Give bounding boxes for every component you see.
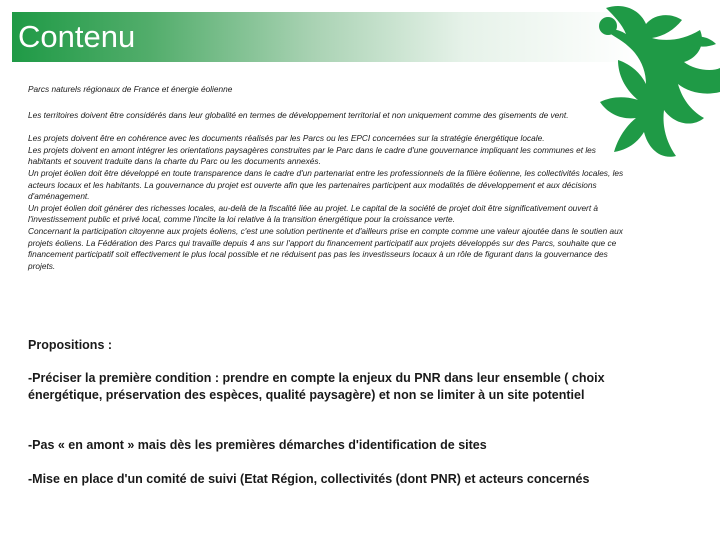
slide-title: Contenu: [18, 19, 136, 54]
body-paragraph-line: Un projet éolien doit générer des richesses locales, au-delà de la fiscalité liée au projet. Le capital de la société de projet doit être significativement ouvert à l'investissement public et privé local, comme l'incite la loi relative à la transition énergétique pour la croissance verte.: [28, 202, 599, 225]
propositions-title: Propositions :: [28, 338, 113, 352]
body-intro: Les territoires doivent être considérés dans leur globalité en termes de développement territorial et non uniquement comme des gisements de vent.: [28, 109, 569, 120]
title-bar: [12, 12, 640, 62]
body-paragraph-line: Un projet éolien doit être développé en toute transparence dans le cadre d'un partenariat entre les professionnels de la filière éolienne, les collectivités locales, les acteurs locaux et les habitants. La gouvernance du projet est ouverte afin que les partenaires participent aux modalités de développement et aux décisions d'aménagement.: [28, 167, 624, 202]
slide-body: [28, 84, 628, 486]
body-paragraph-line: Les projets doivent en amont intégrer les orientations paysagères construites par le Parc dans le cadre d'une gouvernance impliquant les communes et les habitants et souvent traduite dans la charte du Parc ou les documents annexés.: [28, 144, 596, 167]
body-heading: Parcs naturels régionaux de France et énergie éolienne: [28, 84, 233, 94]
proposition-item: -Pas « en amont » mais dès les premières démarches d'identification de sites: [28, 438, 487, 452]
proposition-item: -Mise en place d'un comité de suivi (Etat Région, collectivités (dont PNR) et acteurs concernés: [28, 472, 590, 486]
proposition-item: -Préciser la première condition : prendre en compte la enjeux du PNR dans leur ensemble ( choix énergétique, préservation des espèces, qualité paysagère) et non se limiter à un site potentiel: [28, 371, 605, 402]
body-paragraph-line: Concernant la participation citoyenne aux projets éoliens, c'est une solution pertinente et d'ailleurs prise en compte comme une valeur ajoutée dans le soutien aux projets éoliens. La Fédération des Parcs qui travaille depuis 4 ans sur l'apport du financement participatif aux projets développés sur des Parcs, souhaite que ce financement participatif soit effectivement le plus local possible et ne réduisent pas pas les investisseurs locaux à un rôle de figurant dans la gouvernance des projets.: [28, 225, 623, 271]
body-paragraph-line: Les projets doivent être en cohérence avec les documents réalisés par les Parcs ou les EPCI concernées sur la stratégie énergétique locale.: [28, 133, 545, 144]
